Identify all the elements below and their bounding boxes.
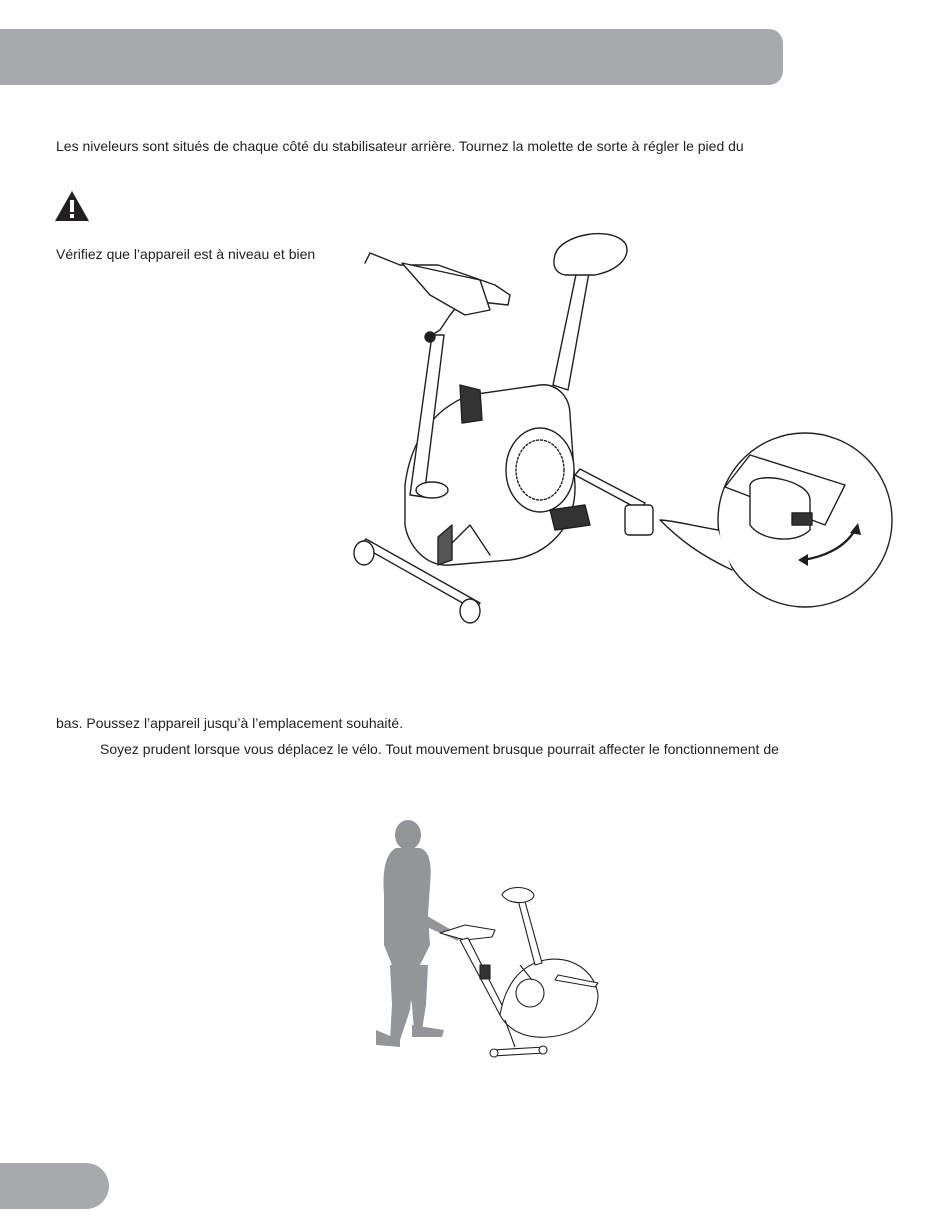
warning-triangle-icon [54,190,90,222]
person-moving-bike-illustration [370,815,610,1070]
leveler-intro-text: Les niveleurs sont situés de chaque côté du stabilisateur arrière. Tournez la molette de sorte à régler le pied du [56,138,744,154]
header-bar [0,29,783,85]
caution-text: Soyez prudent lorsque vous déplacez le vélo. Tout mouvement brusque pourrait affecter le fonctionnement de [100,741,779,757]
verify-level-text: Vérifiez que l’appareil est à niveau et bien [56,246,316,262]
bike-leveler-illustration [340,225,900,625]
move-device-text: bas. Poussez l’appareil jusqu’à l’emplacement souhaité. [56,715,404,731]
footer-page-tab [0,1163,109,1209]
